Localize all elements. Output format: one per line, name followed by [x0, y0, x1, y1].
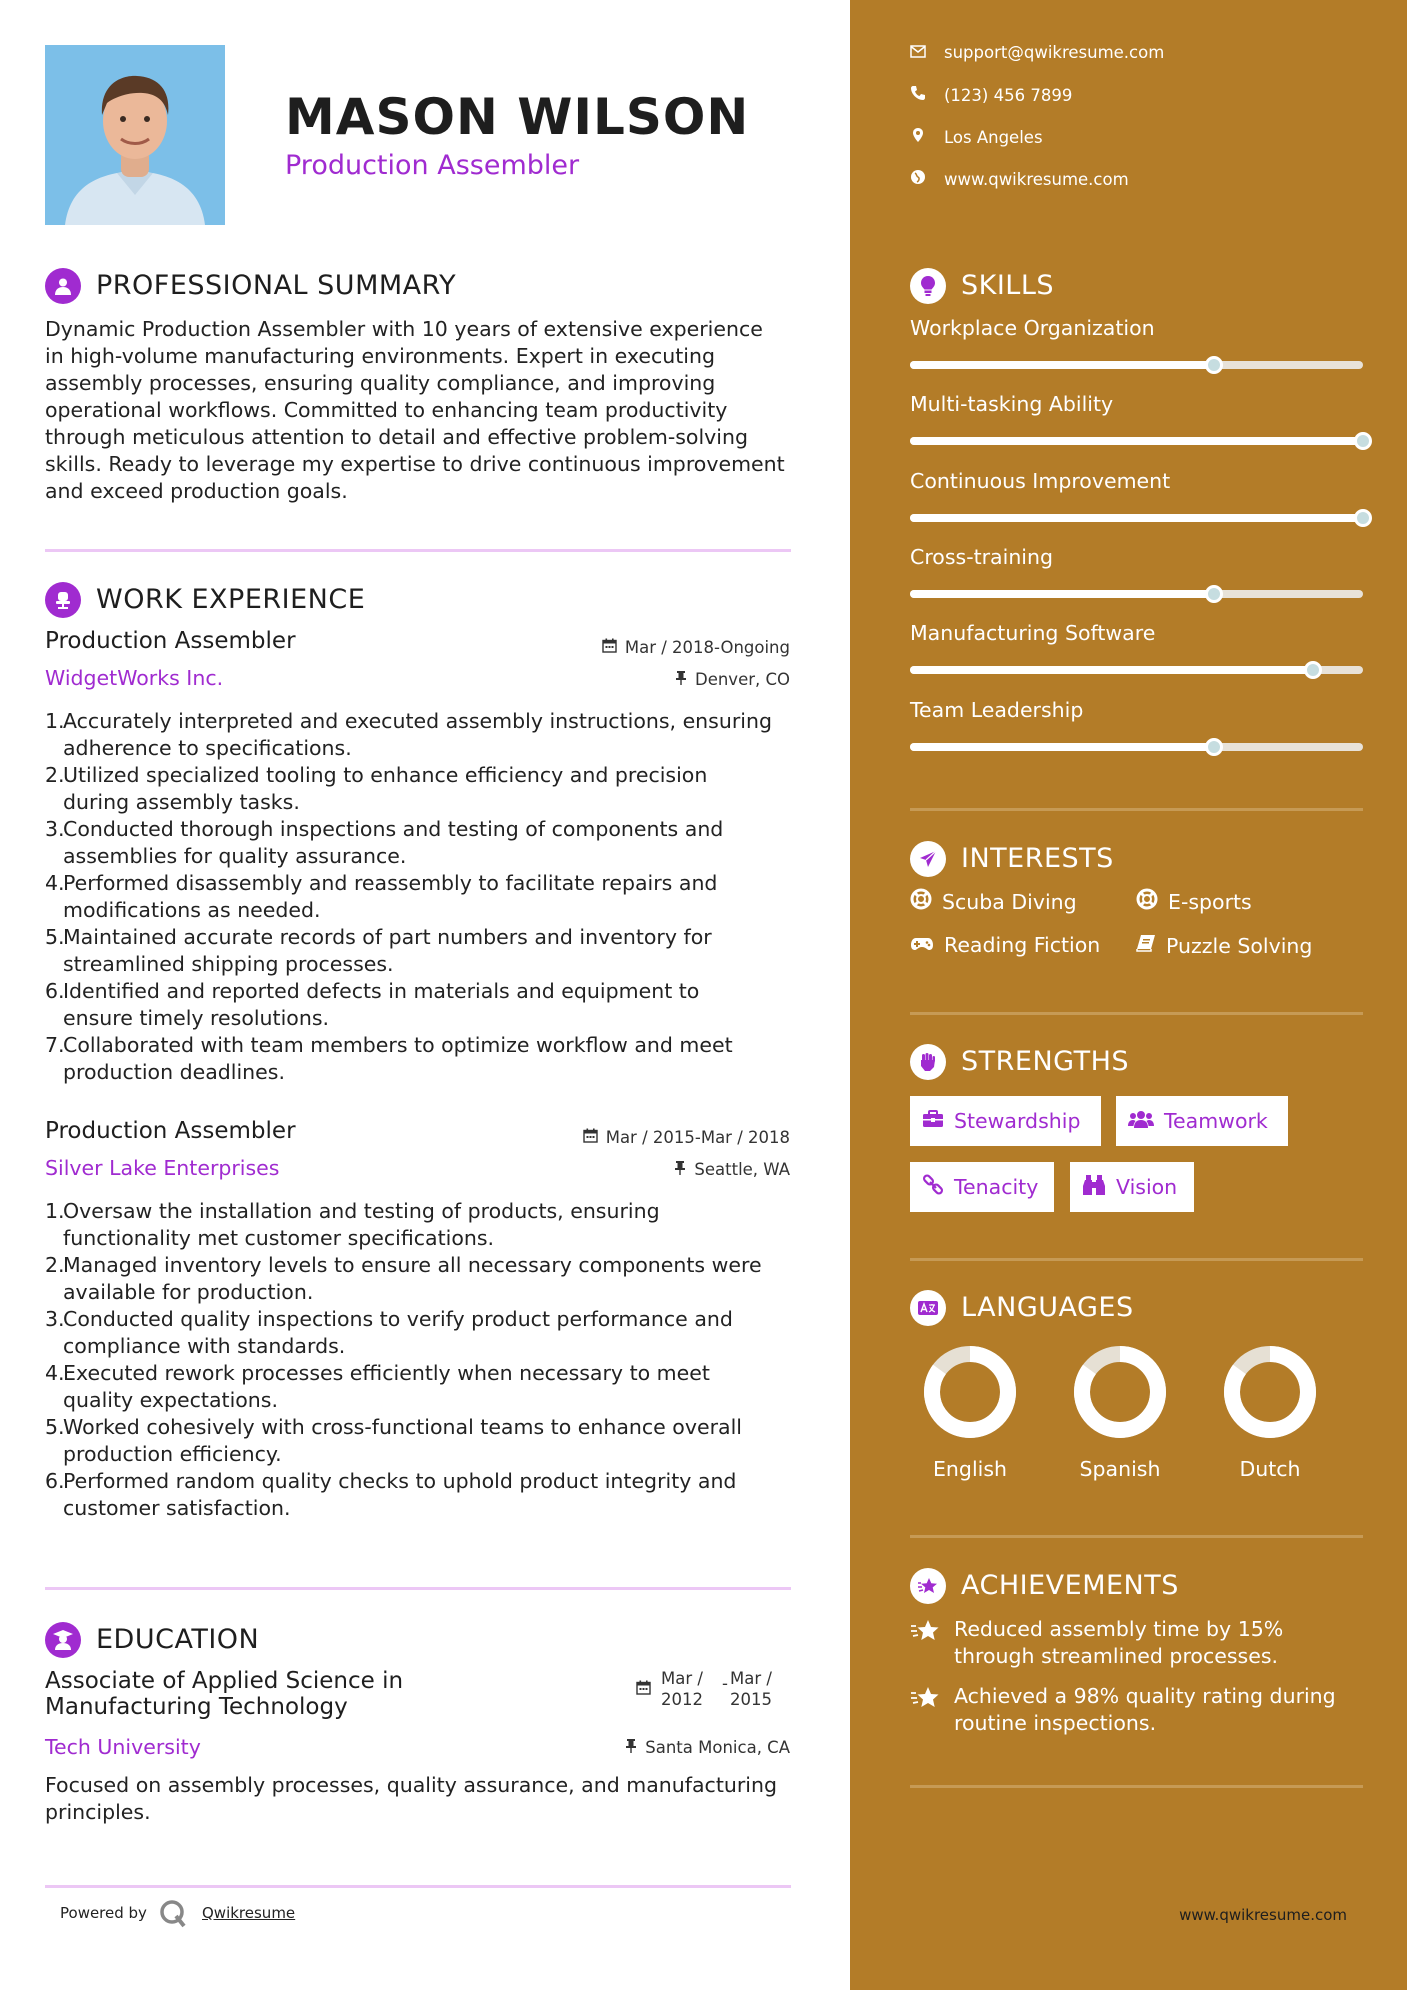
- lifebuoy-icon: [910, 888, 932, 915]
- section-divider: [910, 1258, 1363, 1261]
- contact-location: [910, 127, 1043, 147]
- list-item: [45, 1468, 835, 1522]
- strength-label: Teamwork: [1164, 1109, 1268, 1133]
- item-number: 1.: [45, 709, 65, 733]
- section-divider: [45, 1587, 791, 1590]
- item-text: Performed random quality checks to uphold product integrity and: [63, 1469, 737, 1493]
- item-text: Collaborated with team members to optimize workflow and meet: [63, 1033, 733, 1057]
- item-text: Managed inventory levels to ensure all necessary components were: [63, 1253, 762, 1277]
- interest-item: [910, 933, 1100, 957]
- strength-badge: [910, 1162, 1054, 1212]
- language-label: Spanish: [1079, 1457, 1161, 1481]
- gamepad-icon: [910, 933, 934, 957]
- calendar-icon: [583, 1128, 598, 1147]
- contact-website[interactable]: [910, 169, 1129, 189]
- interest-label: Scuba Diving: [942, 889, 1077, 914]
- skill-fill: [910, 743, 1214, 751]
- interest-item: [910, 888, 1077, 915]
- language-rings: [910, 1340, 1363, 1450]
- summary-heading: PROFESSIONAL SUMMARY: [96, 270, 457, 301]
- skill-name: Multi-tasking Ability: [910, 392, 1114, 416]
- star-icon: [910, 1616, 942, 1670]
- skill-knob: [1354, 432, 1372, 450]
- interest-label: Puzzle Solving: [1166, 933, 1313, 958]
- list-item: [45, 978, 835, 1032]
- footer-website[interactable]: www.qwikresume.com: [1179, 1906, 1347, 1924]
- item-text: streamlined shipping processes.: [63, 952, 394, 976]
- interest-item: [1136, 933, 1312, 958]
- contact-phone[interactable]: [910, 85, 1072, 105]
- skill-bar: [910, 590, 1363, 598]
- degree-line: Associate of Applied Science in: [45, 1668, 404, 1694]
- item-number: 3.: [45, 817, 65, 841]
- lifebuoy-icon: [1136, 888, 1158, 915]
- qwikresume-link[interactable]: Qwikresume: [202, 1904, 296, 1922]
- item-number: 2.: [45, 763, 65, 787]
- phone-icon: [910, 85, 926, 105]
- briefcase-icon: [922, 1109, 944, 1133]
- star-icon: [910, 1683, 942, 1737]
- strength-badge: [1116, 1096, 1288, 1146]
- interest-item: [1136, 888, 1252, 915]
- dates-text: Mar / 2015-Mar / 2018: [605, 1128, 790, 1147]
- item-number: 5.: [45, 925, 65, 949]
- skill-bar: [910, 361, 1363, 369]
- summary-text: [45, 316, 845, 505]
- item-text: assemblies for quality assurance.: [63, 844, 407, 868]
- skill-fill: [910, 666, 1313, 674]
- item-text: modifications as needed.: [63, 898, 321, 922]
- start-month: Mar /: [661, 1669, 703, 1688]
- calendar-icon: [602, 638, 617, 657]
- section-divider: [910, 1012, 1363, 1015]
- edu-location: [625, 1738, 790, 1757]
- candidate-title: Production Assembler: [285, 150, 580, 181]
- achievement-text: through streamlined processes.: [954, 1644, 1279, 1668]
- description-line: Focused on assembly processes, quality assurance, and manufacturing: [45, 1773, 777, 1797]
- location-text: Seattle, WA: [694, 1160, 790, 1179]
- item-number: 5.: [45, 1415, 65, 1439]
- chair-icon: [45, 582, 81, 618]
- job-location: [675, 670, 790, 689]
- strength-badge: [910, 1096, 1101, 1146]
- section-divider: [45, 1885, 791, 1888]
- list-item: [45, 762, 835, 816]
- interest-label: Reading Fiction: [944, 933, 1101, 957]
- fist-icon: [910, 1044, 946, 1080]
- section-divider: [910, 1535, 1363, 1538]
- sidebar: [850, 0, 1407, 1990]
- end-month: Mar /: [730, 1669, 772, 1688]
- skill-fill: [910, 361, 1214, 369]
- list-item: [45, 816, 835, 870]
- list-item: [45, 1360, 835, 1414]
- item-number: 6.: [45, 1469, 65, 1493]
- skill-name: Continuous Improvement: [910, 469, 1171, 493]
- translate-icon: [910, 1290, 946, 1326]
- summary-line: skills. Ready to leverage my expertise to drive continuous improvement: [45, 452, 785, 476]
- skill-fill: [910, 437, 1363, 445]
- link-icon: [922, 1174, 944, 1201]
- summary-line: through meticulous attention to detail and effective problem-solving: [45, 425, 748, 449]
- list-item: [45, 1252, 835, 1306]
- phone-text: (123) 456 7899: [944, 85, 1073, 105]
- edu-end-date: [730, 1668, 772, 1710]
- item-number: 3.: [45, 1307, 65, 1331]
- item-number: 1.: [45, 1199, 65, 1223]
- skill-bar: [910, 437, 1363, 445]
- list-item: [45, 1198, 835, 1252]
- duties-list: [45, 708, 835, 1086]
- section-divider: [45, 549, 791, 552]
- strength-badge: [1070, 1162, 1194, 1212]
- item-text: functionality met customer specifications.: [63, 1226, 495, 1250]
- item-number: 4.: [45, 1361, 65, 1385]
- company-name: WidgetWorks Inc.: [45, 666, 224, 690]
- website-text: www.qwikresume.com: [944, 169, 1129, 189]
- company-name: Silver Lake Enterprises: [45, 1156, 280, 1180]
- skill-knob: [1354, 509, 1372, 527]
- location-text: Los Angeles: [944, 127, 1043, 147]
- achievement-text: Achieved a 98% quality rating during: [954, 1684, 1336, 1708]
- item-text: Utilized specialized tooling to enhance efficiency and precision: [63, 763, 708, 787]
- item-text: Oversaw the installation and testing of products, ensuring: [63, 1199, 660, 1223]
- book-icon: [1136, 933, 1156, 958]
- item-number: 7.: [45, 1033, 65, 1057]
- job-dates: [583, 1128, 790, 1147]
- globe-icon: [910, 169, 926, 189]
- item-number: 6.: [45, 979, 65, 1003]
- list-item: [45, 1032, 835, 1086]
- powered-by-label: Powered by: [60, 1904, 147, 1922]
- summary-line: and exceed production goals.: [45, 479, 348, 503]
- skill-bar: [910, 666, 1363, 674]
- location-text: Denver, CO: [694, 670, 790, 689]
- section-divider: [910, 808, 1363, 811]
- achievements-heading: ACHIEVEMENTS: [961, 1570, 1179, 1601]
- item-text: Conducted quality inspections to verify product performance and: [63, 1307, 733, 1331]
- pin-icon: [674, 1160, 686, 1179]
- item-number: 4.: [45, 871, 65, 895]
- item-text: Conducted thorough inspections and testing of components and: [63, 817, 724, 841]
- skill-knob: [1205, 585, 1223, 603]
- degree-title: [45, 1668, 403, 1720]
- skills-heading: SKILLS: [961, 270, 1055, 301]
- edu-start-date: [661, 1668, 703, 1710]
- section-divider: [910, 1785, 1363, 1788]
- list-item: [45, 924, 835, 978]
- job-location: [674, 1160, 790, 1179]
- skill-fill: [910, 590, 1214, 598]
- item-text: Accurately interpreted and executed assembly instructions, ensuring: [63, 709, 772, 733]
- description-line: principles.: [45, 1800, 151, 1824]
- envelope-icon: [910, 43, 926, 62]
- item-text: Performed disassembly and reassembly to facilitate repairs and: [63, 871, 718, 895]
- job-title: Production Assembler: [45, 628, 296, 654]
- item-text: compliance with standards.: [63, 1334, 346, 1358]
- email-text: support@qwikresume.com: [944, 43, 1165, 62]
- map-pin-icon: [910, 127, 926, 147]
- dates-text: Mar / 2018-Ongoing: [624, 638, 790, 657]
- item-text: Maintained accurate records of part numbers and inventory for: [63, 925, 712, 949]
- skill-bar: [910, 743, 1363, 751]
- paper-plane-icon: [910, 841, 946, 877]
- interests-heading: INTERESTS: [961, 843, 1114, 874]
- binoculars-icon: [1082, 1174, 1106, 1201]
- qwikresume-logo-icon: [158, 1898, 188, 1932]
- start-year: 2012: [661, 1690, 703, 1709]
- item-number: 2.: [45, 1253, 65, 1277]
- education-heading: EDUCATION: [96, 1624, 260, 1655]
- skill-knob: [1205, 356, 1223, 374]
- summary-line: assembly processes, ensuring quality compliance, and improving: [45, 371, 716, 395]
- achievement-item: [910, 1616, 1283, 1670]
- item-text: Identified and reported defects in materials and equipment to: [63, 979, 700, 1003]
- skill-fill: [910, 514, 1363, 522]
- star-burst-icon: [910, 1568, 946, 1604]
- skill-knob: [1205, 738, 1223, 756]
- experience-heading: WORK EXPERIENCE: [96, 584, 366, 615]
- item-text: during assembly tasks.: [63, 790, 300, 814]
- users-icon: [1128, 1109, 1154, 1133]
- achievement-text: routine inspections.: [954, 1711, 1157, 1735]
- item-text: production deadlines.: [63, 1060, 285, 1084]
- candidate-name: MASON WILSON: [285, 88, 750, 146]
- item-text: Executed rework processes efficiently when necessary to meet: [63, 1361, 710, 1385]
- item-text: quality expectations.: [63, 1388, 278, 1412]
- summary-line: Dynamic Production Assembler with 10 years of extensive experience: [45, 317, 763, 341]
- item-text: ensure timely resolutions.: [63, 1006, 330, 1030]
- languages-heading: LANGUAGES: [961, 1292, 1134, 1323]
- job-dates: [602, 638, 790, 657]
- degree-line: Manufacturing Technology: [45, 1694, 348, 1720]
- achievement-text: Reduced assembly time by 15%: [954, 1617, 1284, 1641]
- pin-icon: [675, 670, 687, 689]
- skill-name: Cross-training: [910, 545, 1054, 569]
- graduation-cap-icon: [45, 1622, 81, 1658]
- item-text: production efficiency.: [63, 1442, 282, 1466]
- user-icon: [45, 268, 81, 304]
- item-text: Worked cohesively with cross-functional teams to enhance overall: [63, 1415, 742, 1439]
- achievement-item: [910, 1683, 1336, 1737]
- date-dash: -: [722, 1674, 728, 1693]
- lightbulb-icon: [910, 268, 946, 304]
- strength-label: Stewardship: [954, 1109, 1081, 1133]
- skill-name: Manufacturing Software: [910, 621, 1156, 645]
- contact-email[interactable]: [910, 43, 1164, 62]
- duties-list: [45, 1198, 835, 1522]
- skill-name: Workplace Organization: [910, 316, 1155, 340]
- school-name: Tech University: [45, 1735, 201, 1759]
- language-label: Dutch: [1239, 1457, 1301, 1481]
- item-text: adherence to specifications.: [63, 736, 352, 760]
- summary-line: operational workflows. Committed to enhancing team productivity: [45, 398, 728, 422]
- pin-icon: [625, 1738, 637, 1757]
- skill-bar: [910, 514, 1363, 522]
- strength-label: Vision: [1116, 1175, 1178, 1199]
- list-item: [45, 1414, 835, 1468]
- list-item: [45, 708, 835, 762]
- interest-label: E-sports: [1168, 889, 1252, 914]
- item-text: available for production.: [63, 1280, 314, 1304]
- end-year: 2015: [730, 1690, 772, 1709]
- item-text: customer satisfaction.: [63, 1496, 291, 1520]
- profile-photo: [45, 45, 225, 225]
- language-label: English: [932, 1457, 1008, 1481]
- skill-knob: [1304, 661, 1322, 679]
- calendar-icon: [636, 1680, 651, 1699]
- list-item: [45, 870, 835, 924]
- skill-name: Team Leadership: [910, 698, 1084, 722]
- strength-label: Tenacity: [954, 1175, 1039, 1199]
- summary-line: in high-volume manufacturing environments. Expert in executing: [45, 344, 715, 368]
- strengths-heading: STRENGTHS: [961, 1046, 1130, 1077]
- education-description: [45, 1772, 835, 1826]
- job-title: Production Assembler: [45, 1118, 296, 1144]
- list-item: [45, 1306, 835, 1360]
- location-text: Santa Monica, CA: [645, 1738, 790, 1757]
